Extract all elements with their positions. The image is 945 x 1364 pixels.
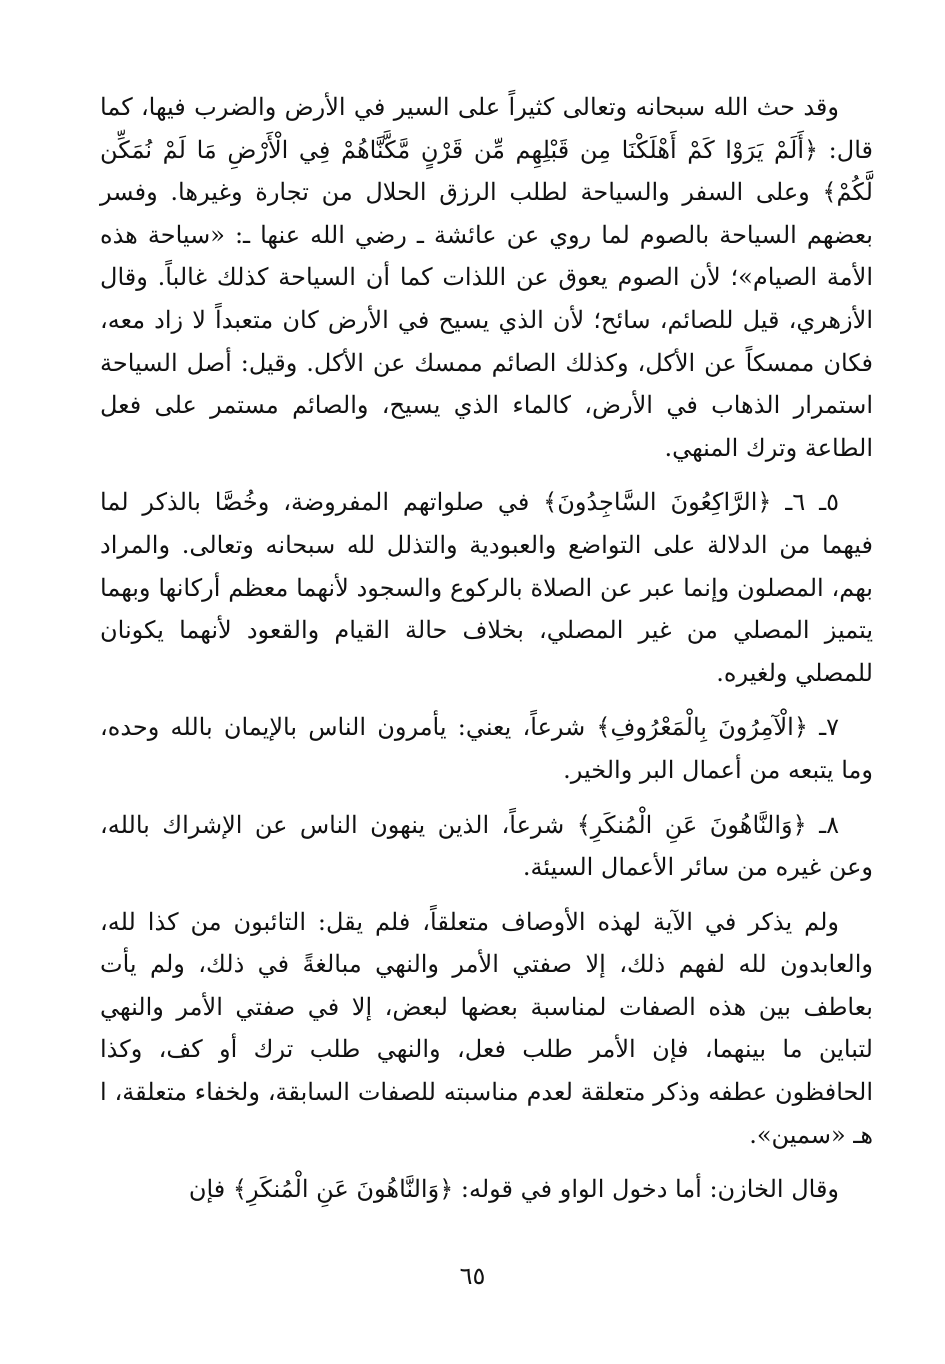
body-text (100, 86, 873, 1223)
paragraph-khazin-quote: وقال الخازن: أما دخول الواو في قوله: ﴿وَالنَّاهُونَ عَنِ الْمُنكَرِ﴾ فإن (188, 1175, 839, 1204)
paragraph-enjoining-good: ٧ـ ﴿الْآمِرُونَ بِالْمَعْرُوفِ﴾ شرعاً، يعني: يأمرون الناس بالإيمان بالله وحده، وما يتبعه من أعمال البر والخير. (100, 713, 873, 784)
paragraph-forbidding-evil: ٨ـ ﴿وَالنَّاهُونَ عَنِ الْمُنكَرِ﴾ شرعاً، الذين ينهون الناس عن الإشراك بالله، وعن غيره من سائر الأعمال السيئة. (100, 810, 873, 882)
paragraph-bowing-prostrating: ٥ـ ٦ـ ﴿الرَّاكِعُونَ السَّاجِدُونَ﴾ في صلواتهم المفروضة، وخُصَّا بالذكر لما فيهما من الدلالة على التواضع والعبودية والتذلل لله سبحانه وتعالى. والمراد بهم، المصلون وإنما عبر عن الصلاة بالركوع والسجود لأنهما معظم أركانها وبهما يتميز المصلي من غير المصلي، بخلاف حالة القيام والقعود لأنهما يكونان للمصلي ولغيره. (100, 488, 873, 687)
paragraph-travel-fasting: وقد حث الله سبحانه وتعالى كثيراً على السير في الأرض والضرب فيها، كما قال: ﴿أَلَمْ يَرَوْا كَمْ أَهْلَكْنَا مِن قَبْلِهِم مِّن قَرْنٍ مَّكَّنَّاهُمْ فِي الْأَرْضِ مَا لَمْ نُمَكِّن لَّكُمْ﴾ وعلى السفر والسياحة لطلب الرزق الحلال من تجارة وغيرها. وفسر بعضهم السياحة بالصوم لما روي عن عائشة ـ رضي الله عنها ـ: «سياحة هذه الأمة الصيام»؛ لأن الصوم يعوق عن اللذات كما أن السياحة كذلك غالباً. وقال الأزهري، قيل للصائم، سائح؛ لأن الذي يسيح في الأرض كان متعبداً لا زاد معه، فكان ممسكاً عن الأكل، وكذلك الصائم ممسك عن الأكل. وقيل: أصل السياحة استمرار الذهاب في الأرض، كالماء الذي يسيح، والصائم مستمر على فعل الطاعة وترك المنهي. (100, 93, 873, 462)
paragraph-attributes-note: ولم يذكر في الآية لهذه الأوصاف متعلقاً، فلم يقل: التائبون من كذا لله، والعابدون لله لفهم ذلك، إلا صفتي الأمر والنهي مبالغةً في ذلك، ولم يأت بعاطف بين هذه الصفات لمناسبة بعضها لبعض، إلا في صفتي الأمر والنهي لتباين ما بينهما، فإن الأمر طلب فعل، والنهي طلب ترك أو كف، وكذا الحافظون عطفه وذكر متعلقة لعدم مناسبته للصفات السابقة، ولخفاء متعلقة، ا هـ «سمين». (100, 907, 873, 1149)
page-number: ٦٥ (459, 1262, 486, 1290)
